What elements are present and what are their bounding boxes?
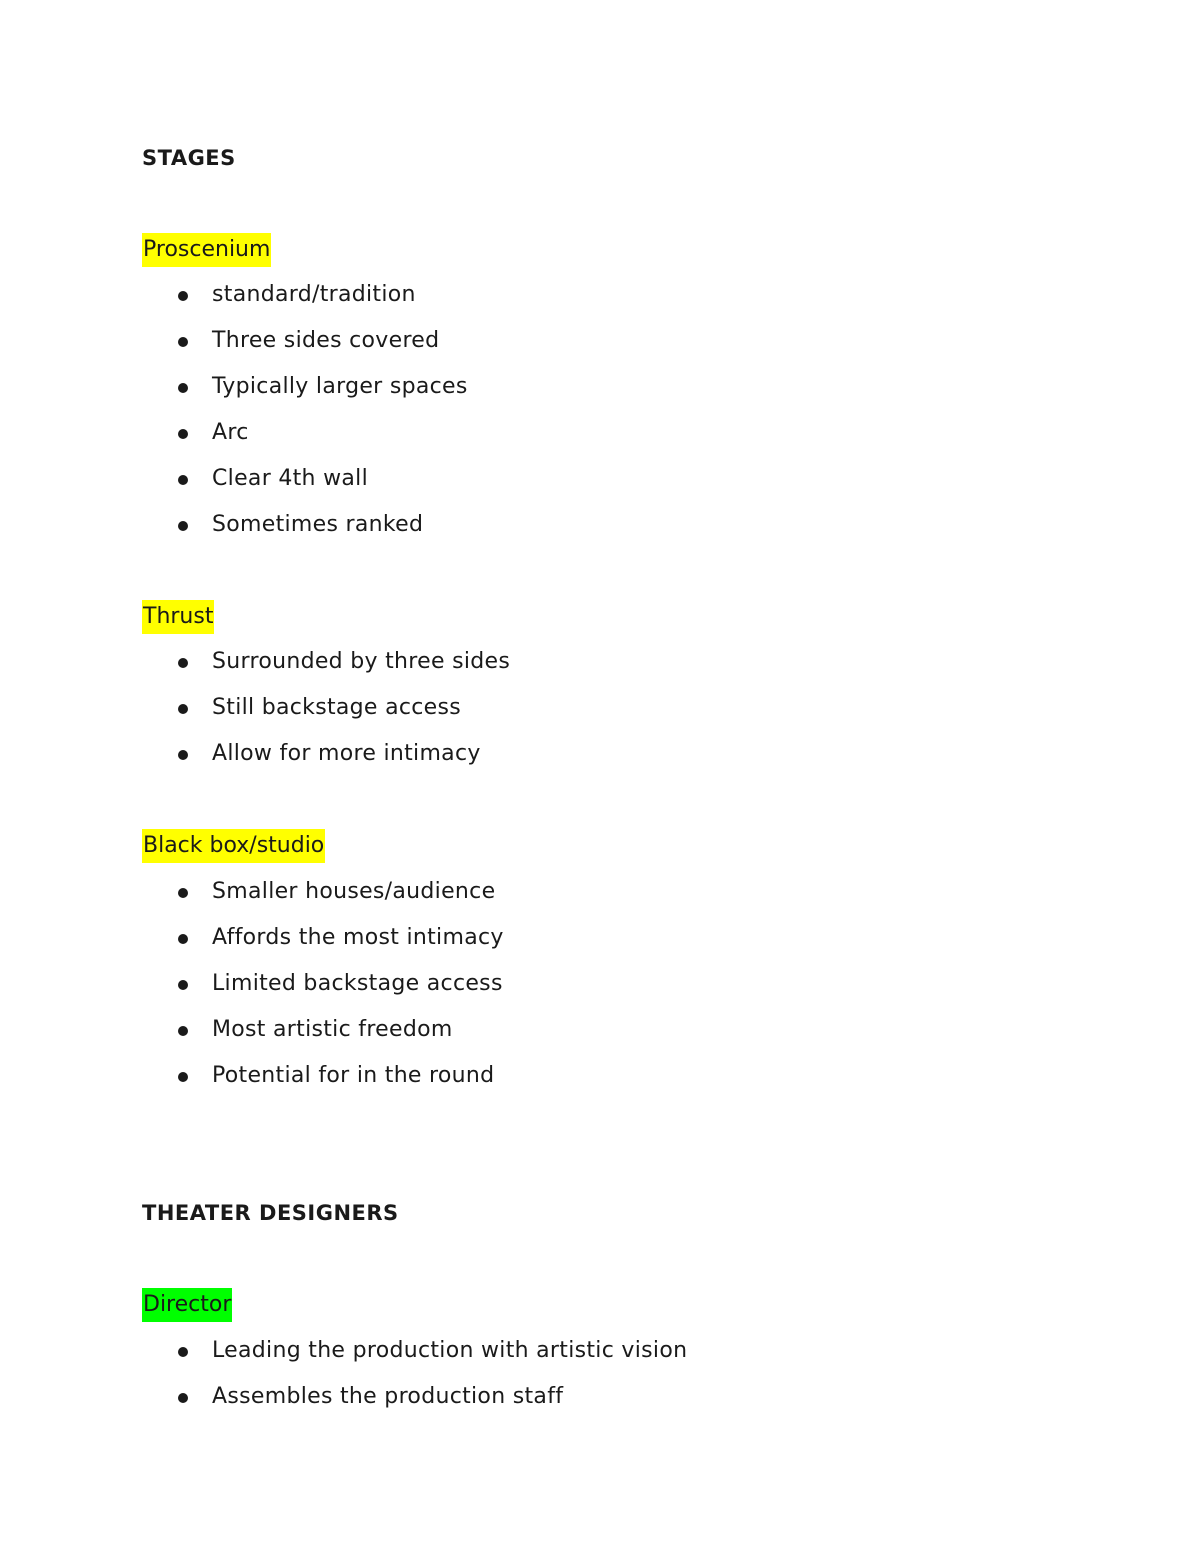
bullet-icon	[178, 980, 188, 990]
bullet-icon	[178, 704, 188, 714]
bullet-icon	[178, 383, 188, 393]
list-item: Sometimes ranked	[0, 502, 468, 548]
list-item: Surrounded by three sides	[0, 639, 510, 685]
bullet-list-director	[0, 1328, 687, 1420]
bullet-icon	[178, 429, 188, 439]
bullet-icon	[178, 521, 188, 531]
list-item: Arc	[0, 410, 468, 456]
list-item: Affords the most intimacy	[0, 915, 504, 961]
bullet-icon	[178, 934, 188, 944]
bullet-icon	[178, 750, 188, 760]
bullet-icon	[178, 1026, 188, 1036]
list-item: Still backstage access	[0, 685, 510, 731]
bullet-icon	[178, 1347, 188, 1357]
bullet-icon	[178, 1072, 188, 1082]
bullet-icon	[178, 475, 188, 485]
subheading-proscenium: Proscenium	[142, 233, 271, 267]
list-item: Typically larger spaces	[0, 364, 468, 410]
list-item: Limited backstage access	[0, 961, 504, 1007]
list-item: Smaller houses/audience	[0, 869, 504, 915]
list-item: Clear 4th wall	[0, 456, 468, 502]
list-item: Potential for in the round	[0, 1053, 504, 1099]
subheading-director: Director	[142, 1288, 232, 1322]
list-item: Allow for more intimacy	[0, 731, 510, 777]
bullet-list-proscenium	[0, 272, 468, 548]
list-item: Leading the production with artistic vision	[0, 1328, 687, 1374]
bullet-list-black-box	[0, 869, 504, 1099]
bullet-icon	[178, 291, 188, 301]
subheading-thrust: Thrust	[142, 600, 214, 634]
list-item: standard/tradition	[0, 272, 468, 318]
bullet-icon	[178, 1393, 188, 1403]
bullet-list-thrust	[0, 639, 510, 777]
list-item: Assembles the production staff	[0, 1374, 687, 1420]
subheading-black-box: Black box/studio	[142, 829, 325, 863]
bullet-icon	[178, 888, 188, 898]
list-item: Most artistic freedom	[0, 1007, 504, 1053]
section-heading-theater-designers: THEATER DESIGNERS	[142, 1201, 399, 1225]
list-item: Three sides covered	[0, 318, 468, 364]
section-heading-stages: STAGES	[142, 146, 236, 170]
bullet-icon	[178, 658, 188, 668]
bullet-icon	[178, 337, 188, 347]
